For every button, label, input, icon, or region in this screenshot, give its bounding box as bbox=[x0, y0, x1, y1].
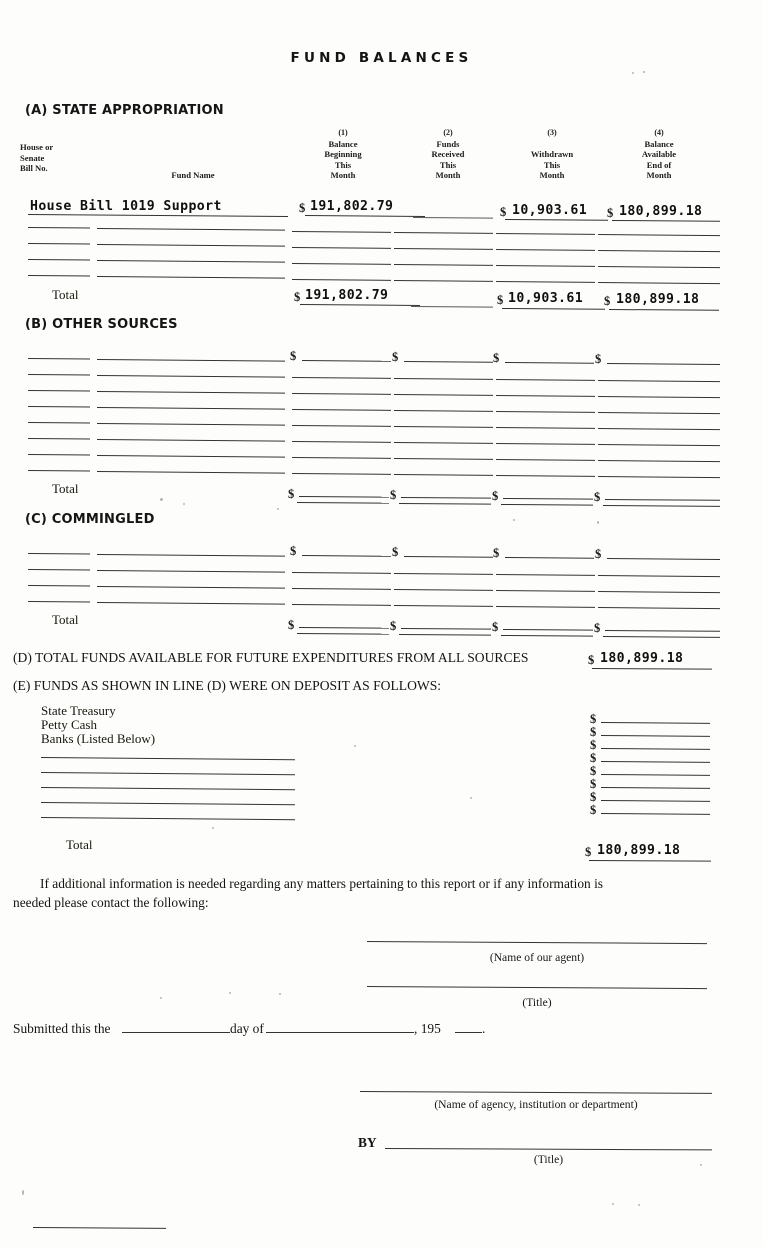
blank-line-col1[interactable] bbox=[292, 441, 391, 443]
column-header-col2-line1: Funds bbox=[436, 138, 460, 149]
total-a-col4-underline bbox=[609, 309, 719, 311]
entry-fund-name: House Bill 1019 Support bbox=[30, 199, 222, 214]
deposit-amount-line[interactable] bbox=[601, 813, 710, 815]
entry-col1-underline bbox=[305, 215, 425, 217]
blank-line-bill-no[interactable] bbox=[28, 358, 90, 360]
column-header-col2-line4: Month bbox=[435, 170, 461, 181]
column-header-col1 bbox=[299, 128, 387, 181]
blank-line-col4[interactable] bbox=[598, 282, 720, 284]
deposit-amount-line[interactable] bbox=[601, 787, 710, 789]
entry-withdrawn: 10,903.61 bbox=[512, 203, 588, 218]
blank-line-col4[interactable] bbox=[607, 558, 720, 560]
agency-name-line[interactable] bbox=[360, 1091, 712, 1094]
total-c-col1-line[interactable] bbox=[299, 627, 389, 629]
entry-col2-underline bbox=[413, 217, 493, 219]
column-header-col1-line4: Month bbox=[330, 170, 356, 181]
section-heading-b: (B) OTHER SOURCES bbox=[25, 317, 178, 332]
deposit-amount-line[interactable] bbox=[601, 774, 710, 776]
column-header-bill-no bbox=[20, 142, 112, 174]
blank-line-col2[interactable] bbox=[394, 589, 493, 591]
dollar-sign-icon: $ bbox=[604, 294, 611, 308]
blank-line-col4[interactable] bbox=[607, 363, 720, 365]
dollar-sign-icon: $ bbox=[590, 712, 597, 726]
entry-fund-name-underline bbox=[28, 214, 288, 217]
scan-speck bbox=[212, 827, 214, 829]
total-b-col2-underline bbox=[399, 503, 491, 505]
blank-line-bill-no[interactable] bbox=[28, 275, 90, 277]
blank-line-fund-name[interactable] bbox=[97, 439, 285, 442]
dollar-sign-icon: $ bbox=[299, 201, 306, 215]
dollar-sign-icon: $ bbox=[590, 777, 597, 791]
section-heading-c: (C) COMMINGLED bbox=[25, 512, 155, 527]
total-c-col4-line[interactable] bbox=[605, 630, 720, 632]
blank-line-col2[interactable] bbox=[394, 378, 493, 380]
bank-name-line[interactable] bbox=[41, 817, 295, 820]
blank-line-col3[interactable] bbox=[496, 475, 595, 477]
blank-line-col1[interactable] bbox=[292, 231, 391, 233]
footer-paragraph-line1: If additional information is needed regarding any matters pertaining to this report or if any information is bbox=[40, 876, 603, 891]
deposit-item-banks: Banks (Listed Below) bbox=[41, 731, 156, 746]
blank-line-bill-no[interactable] bbox=[28, 454, 90, 456]
blank-line-fund-name[interactable] bbox=[97, 471, 285, 474]
blank-line-col1[interactable] bbox=[292, 263, 391, 265]
dollar-sign-icon: $ bbox=[290, 349, 297, 363]
blank-line-col3[interactable] bbox=[496, 265, 595, 267]
dollar-sign-icon: $ bbox=[590, 751, 597, 765]
column-header-col4-line4: Month bbox=[646, 170, 672, 181]
blank-line-col3[interactable] bbox=[496, 459, 595, 461]
submitted-year-blank[interactable] bbox=[455, 1032, 482, 1033]
blank-line-col2[interactable] bbox=[394, 410, 493, 412]
dollar-sign-icon: $ bbox=[595, 547, 602, 561]
submitted-month-blank[interactable] bbox=[266, 1032, 414, 1033]
scan-speck bbox=[612, 1203, 614, 1205]
total-c-col3-line[interactable] bbox=[503, 629, 593, 631]
blank-line-col4[interactable] bbox=[598, 266, 720, 268]
blank-line-col4[interactable] bbox=[598, 476, 720, 478]
blank-line-bill-no[interactable] bbox=[28, 406, 90, 408]
section-heading-e: (E) FUNDS AS SHOWN IN LINE (D) WERE ON DEPOSIT AS FOLLOWS: bbox=[13, 678, 442, 693]
total-b-col2-line[interactable] bbox=[401, 497, 491, 499]
blank-line-bill-no[interactable] bbox=[28, 585, 90, 587]
dollar-sign-icon: $ bbox=[492, 489, 499, 503]
bank-name-line[interactable] bbox=[41, 787, 295, 790]
column-header-col4 bbox=[613, 128, 705, 181]
blank-line-col4[interactable] bbox=[598, 396, 720, 398]
blank-line-col3[interactable] bbox=[496, 379, 595, 381]
dollar-sign-icon: $ bbox=[594, 621, 601, 635]
agent-title-line[interactable] bbox=[367, 986, 707, 989]
blank-line-bill-no[interactable] bbox=[28, 390, 90, 392]
total-b-col3-underline bbox=[501, 504, 593, 506]
blank-line-col3[interactable] bbox=[496, 606, 595, 608]
blank-line-fund-name[interactable] bbox=[97, 602, 285, 605]
column-header-col2-num: (2) bbox=[443, 128, 453, 137]
scan-speck bbox=[277, 508, 279, 510]
blank-line-col3[interactable] bbox=[496, 249, 595, 251]
dollar-sign-icon: $ bbox=[492, 620, 499, 634]
blank-line-col2[interactable] bbox=[394, 280, 493, 282]
blank-line-col1[interactable] bbox=[292, 377, 391, 379]
blank-line-col4[interactable] bbox=[598, 412, 720, 414]
by-title-caption: (Title) bbox=[533, 1153, 564, 1166]
blank-line-col3[interactable] bbox=[505, 362, 594, 364]
blank-line-col4[interactable] bbox=[598, 250, 720, 252]
blank-line-col2[interactable] bbox=[404, 361, 493, 363]
blank-line-col2[interactable] bbox=[394, 394, 493, 396]
scan-speck bbox=[597, 521, 599, 524]
dollar-sign-icon: $ bbox=[590, 738, 597, 752]
blank-line-col1[interactable] bbox=[292, 247, 391, 249]
total-b-col3-line[interactable] bbox=[503, 498, 593, 500]
section-heading-a: (A) STATE APPROPRIATION bbox=[25, 103, 224, 118]
column-header-col3-line1: Withdrawn bbox=[530, 149, 574, 160]
column-header-col2 bbox=[404, 128, 492, 181]
section-d-amount: 180,899.18 bbox=[600, 651, 684, 666]
blank-line-col2[interactable] bbox=[394, 426, 493, 428]
column-header-col3-spacer bbox=[508, 139, 596, 150]
blank-line-fund-name[interactable] bbox=[97, 391, 285, 394]
blank-line-col4[interactable] bbox=[598, 591, 720, 593]
deposit-amount-line[interactable] bbox=[601, 735, 710, 737]
section-e-total-underline bbox=[589, 860, 711, 862]
dollar-sign-icon: $ bbox=[588, 653, 595, 667]
column-header-bill-no-line2: Senate bbox=[20, 152, 45, 163]
total-b-col4-line[interactable] bbox=[605, 499, 720, 501]
bank-name-line[interactable] bbox=[41, 757, 295, 760]
blank-line-fund-name[interactable] bbox=[97, 455, 285, 458]
total-a-col1-underline bbox=[300, 304, 420, 306]
blank-line-fund-name[interactable] bbox=[97, 228, 285, 231]
entry-balance-available: 180,899.18 bbox=[619, 204, 703, 219]
blank-line-bill-no[interactable] bbox=[28, 553, 90, 555]
blank-line-col3[interactable] bbox=[496, 443, 595, 445]
blank-line-col3[interactable] bbox=[505, 557, 594, 559]
blank-line-fund-name[interactable] bbox=[97, 407, 285, 410]
scan-speck bbox=[279, 993, 281, 995]
submitted-day-blank[interactable] bbox=[122, 1032, 230, 1033]
total-a-balance-available: 180,899.18 bbox=[616, 292, 700, 307]
blank-line-bill-no[interactable] bbox=[28, 374, 90, 376]
dollar-sign-icon: $ bbox=[590, 803, 597, 817]
dollar-sign-icon: $ bbox=[392, 350, 399, 364]
footer-paragraph-line2: needed please contact the following: bbox=[13, 895, 209, 910]
dollar-sign-icon: $ bbox=[392, 545, 399, 559]
scan-speck bbox=[632, 72, 634, 74]
blank-line-col2[interactable] bbox=[394, 573, 493, 575]
column-header-col1-line3: This bbox=[334, 159, 352, 170]
agent-name-line[interactable] bbox=[367, 941, 707, 944]
column-header-col4-line1: Balance bbox=[644, 138, 674, 149]
blank-line-col3[interactable] bbox=[496, 427, 595, 429]
total-b-col1-underline bbox=[297, 502, 389, 504]
column-header-col3-num: (3) bbox=[547, 128, 557, 137]
deposit-item-state-treasury: State Treasury bbox=[41, 703, 116, 718]
blank-line-col4[interactable] bbox=[598, 575, 720, 577]
total-a-col2-underline bbox=[411, 306, 493, 308]
blank-line-col3[interactable] bbox=[496, 233, 595, 235]
scan-speck bbox=[638, 1204, 640, 1206]
scan-speck bbox=[513, 519, 515, 521]
bank-name-line[interactable] bbox=[41, 772, 295, 775]
dollar-sign-icon: $ bbox=[290, 544, 297, 558]
blank-line-col1[interactable] bbox=[292, 588, 391, 590]
blank-line-col4[interactable] bbox=[598, 428, 720, 430]
dollar-sign-icon: $ bbox=[390, 488, 397, 502]
dollar-sign-icon: $ bbox=[607, 206, 614, 220]
total-c-col3-underline bbox=[501, 635, 593, 637]
dollar-sign-icon: $ bbox=[294, 290, 301, 304]
blank-line-col1[interactable] bbox=[292, 279, 391, 281]
column-header-bill-no-line1: House or bbox=[20, 142, 54, 152]
blank-line-bill-no[interactable] bbox=[28, 438, 90, 440]
blank-line-col1[interactable] bbox=[292, 572, 391, 574]
blank-line-col2[interactable] bbox=[394, 458, 493, 460]
total-c-col2-underline bbox=[399, 634, 491, 636]
scan-speck bbox=[229, 992, 231, 994]
dollar-sign-icon: $ bbox=[590, 725, 597, 739]
blank-line-col2[interactable] bbox=[394, 605, 493, 607]
section-heading-d: (D) TOTAL FUNDS AVAILABLE FOR FUTURE EXPENDITURES FROM ALL SOURCES bbox=[13, 650, 529, 665]
blank-line-fund-name[interactable] bbox=[97, 359, 285, 362]
column-header-col1-line2: Beginning bbox=[324, 149, 362, 160]
dollar-sign-icon: $ bbox=[590, 790, 597, 804]
blank-line-col1[interactable] bbox=[302, 360, 391, 362]
total-label-e: Total bbox=[66, 837, 93, 852]
deposit-amount-line[interactable] bbox=[601, 748, 710, 750]
bank-name-line[interactable] bbox=[41, 802, 295, 805]
blank-line-bill-no[interactable] bbox=[28, 422, 90, 424]
total-label-c: Total bbox=[52, 612, 79, 627]
blank-line-col2[interactable] bbox=[394, 248, 493, 250]
by-label: BY bbox=[358, 1135, 377, 1150]
blank-line-bill-no[interactable] bbox=[28, 243, 90, 245]
column-header-col2-line2: Received bbox=[431, 149, 465, 160]
submitted-day-of-label: day of bbox=[230, 1021, 264, 1036]
total-c-col2-line[interactable] bbox=[401, 628, 491, 630]
blank-line-col3[interactable] bbox=[496, 574, 595, 576]
scan-speck bbox=[160, 498, 163, 501]
dollar-sign-icon: $ bbox=[288, 487, 295, 501]
total-a-withdrawn: 10,903.61 bbox=[508, 291, 584, 306]
column-header-col3-line3: Month bbox=[539, 170, 565, 181]
entry-col4-underline bbox=[612, 220, 720, 222]
column-header-col3-line2: This bbox=[543, 159, 561, 170]
deposit-item-petty-cash: Petty Cash bbox=[41, 717, 97, 732]
blank-line-col4[interactable] bbox=[598, 234, 720, 236]
section-e-total-amount: 180,899.18 bbox=[597, 843, 681, 858]
blank-line-col2[interactable] bbox=[394, 474, 493, 476]
scan-speck bbox=[160, 997, 162, 999]
blank-line-fund-name[interactable] bbox=[97, 375, 285, 378]
by-title-line[interactable] bbox=[385, 1148, 712, 1150]
deposit-amount-line[interactable] bbox=[601, 800, 710, 802]
blank-line-bill-no[interactable] bbox=[28, 569, 90, 571]
column-header-bill-no-line3: Bill No. bbox=[20, 163, 48, 174]
blank-line-col3[interactable] bbox=[496, 590, 595, 592]
entry-col3-underline bbox=[505, 219, 608, 221]
blank-line-bill-no[interactable] bbox=[28, 601, 90, 603]
agent-name-caption: (Name of our agent) bbox=[489, 951, 585, 964]
column-header-col4-line2: Available bbox=[641, 149, 677, 160]
blank-line-fund-name[interactable] bbox=[97, 260, 285, 263]
total-a-col3-underline bbox=[502, 308, 605, 310]
total-a-balance-beginning: 191,802.79 bbox=[305, 288, 389, 303]
column-header-col2-line3: This bbox=[439, 159, 457, 170]
column-header-col3 bbox=[508, 128, 596, 181]
scan-speck bbox=[183, 503, 185, 505]
dollar-sign-icon: $ bbox=[390, 619, 397, 633]
agent-title-caption: (Title) bbox=[522, 996, 552, 1009]
blank-line-col4[interactable] bbox=[598, 444, 720, 446]
dollar-sign-icon: $ bbox=[497, 293, 504, 307]
blank-line-col2[interactable] bbox=[404, 556, 493, 558]
blank-line-col3[interactable] bbox=[496, 395, 595, 397]
section-d-amount-underline bbox=[592, 668, 712, 670]
column-header-fund-name: Fund Name bbox=[171, 170, 215, 180]
blank-line-fund-name[interactable] bbox=[97, 423, 285, 426]
scan-speck bbox=[643, 71, 645, 73]
blank-line-fund-name[interactable] bbox=[97, 570, 285, 573]
dollar-sign-icon: $ bbox=[585, 845, 592, 859]
blank-line-col1[interactable] bbox=[292, 393, 391, 395]
column-header-col1-num: (1) bbox=[338, 128, 348, 137]
blank-line-col4[interactable] bbox=[598, 460, 720, 462]
blank-line-col3[interactable] bbox=[496, 281, 595, 283]
total-b-col1-line[interactable] bbox=[299, 496, 389, 498]
blank-line-fund-name[interactable] bbox=[97, 586, 285, 589]
blank-line-col1[interactable] bbox=[302, 555, 391, 557]
blank-line-col4[interactable] bbox=[598, 607, 720, 609]
entry-balance-beginning: 191,802.79 bbox=[310, 199, 394, 214]
dollar-sign-icon: $ bbox=[288, 618, 295, 632]
blank-line-col3[interactable] bbox=[496, 411, 595, 413]
deposit-amount-line[interactable] bbox=[601, 722, 710, 724]
scan-speck bbox=[354, 745, 356, 747]
blank-line-col2[interactable] bbox=[394, 442, 493, 444]
blank-line-col1[interactable] bbox=[292, 473, 391, 475]
deposit-amount-line[interactable] bbox=[601, 761, 710, 763]
agency-name-caption: (Name of agency, institution or department) bbox=[434, 1098, 638, 1111]
total-label-b: Total bbox=[52, 481, 79, 496]
blank-line-bill-no[interactable] bbox=[28, 259, 90, 261]
column-header-col4-line3: End of bbox=[646, 159, 672, 170]
blank-line-col1[interactable] bbox=[292, 409, 391, 411]
blank-line-bill-no[interactable] bbox=[28, 470, 90, 472]
column-header-col4-num: (4) bbox=[654, 128, 664, 137]
blank-line-col1[interactable] bbox=[292, 604, 391, 606]
dollar-sign-icon: $ bbox=[493, 546, 500, 560]
blank-line-col1[interactable] bbox=[292, 425, 391, 427]
submitted-year-label: , 195 bbox=[414, 1021, 441, 1036]
total-c-col4-underline bbox=[603, 636, 720, 638]
dollar-sign-icon: $ bbox=[590, 764, 597, 778]
dollar-sign-icon: $ bbox=[595, 352, 602, 366]
blank-line-col2[interactable] bbox=[394, 264, 493, 266]
blank-line-bill-no[interactable] bbox=[28, 227, 90, 229]
blank-line-fund-name[interactable] bbox=[97, 244, 285, 247]
column-header-col1-line1: Balance bbox=[328, 138, 358, 149]
page-title: FUND BALANCES bbox=[290, 50, 473, 66]
total-b-col4-underline bbox=[603, 505, 720, 507]
dollar-sign-icon: $ bbox=[594, 490, 601, 504]
blank-line-fund-name[interactable] bbox=[97, 554, 285, 557]
blank-line-col1[interactable] bbox=[292, 457, 391, 459]
submitted-prefix-label: Submitted this the bbox=[13, 1021, 111, 1036]
scan-speck bbox=[22, 1190, 24, 1195]
blank-line-col2[interactable] bbox=[394, 232, 493, 234]
total-label-a: Total bbox=[52, 287, 79, 302]
bottom-stray-rule bbox=[33, 1227, 166, 1229]
dollar-sign-icon: $ bbox=[500, 205, 507, 219]
dollar-sign-icon: $ bbox=[493, 351, 500, 365]
submitted-period: . bbox=[482, 1021, 486, 1036]
blank-line-fund-name[interactable] bbox=[97, 276, 285, 279]
blank-line-col4[interactable] bbox=[598, 380, 720, 382]
scan-speck bbox=[470, 797, 472, 799]
total-c-col1-underline bbox=[297, 633, 389, 635]
